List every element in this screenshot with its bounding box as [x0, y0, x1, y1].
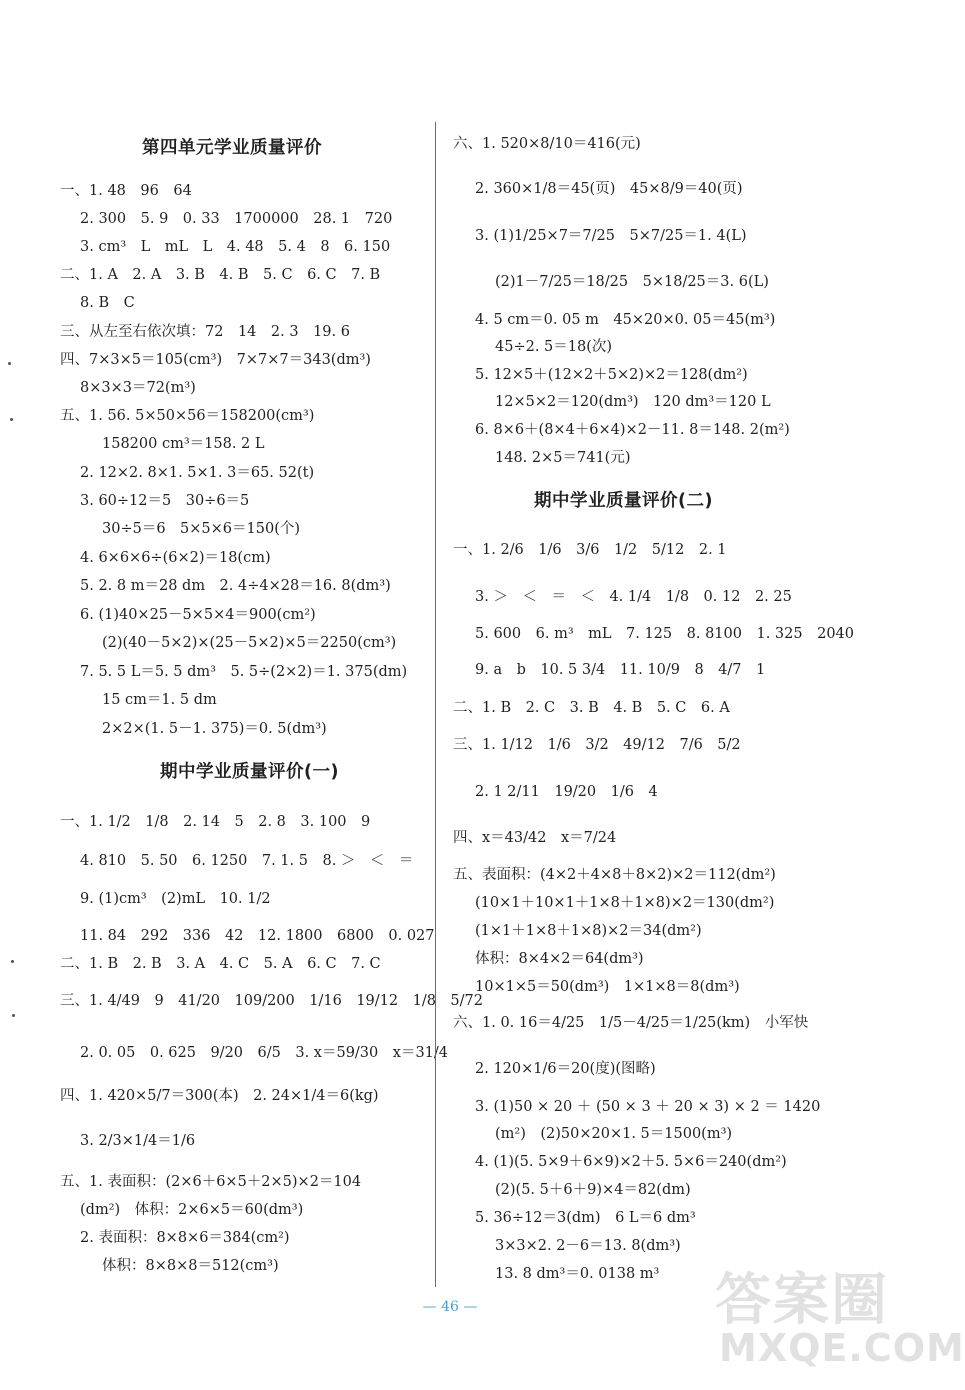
- answer-line: 3. cm³ L mL L 4. 48 5. 4 8 6. 150: [80, 239, 391, 255]
- answer-line: 3. ＞ ＜ ＝ ＜ 4. 1/4 1/8 0. 12 2. 25: [475, 589, 792, 605]
- answer-line: 2. 表面积：8×8×6＝384(cm²): [80, 1230, 290, 1246]
- watermark-logo: [715, 1256, 965, 1386]
- answer-line: 13. 8 dm³＝0. 0138 m³: [495, 1266, 660, 1282]
- answer-line: 五、表面积：(4×2＋4×8＋8×2)×2＝112(dm²): [453, 867, 776, 883]
- answer-line: 2. 360×1/8＝45(页) 45×8/9＝40(页): [475, 181, 743, 197]
- answer-line: 158200 cm³＝158. 2 L: [102, 436, 265, 452]
- scan-speck: [12, 1014, 15, 1017]
- answer-line: 2×2×(1. 5－1. 375)＝0. 5(dm³): [102, 721, 327, 737]
- answer-line: 8. B C: [80, 295, 135, 311]
- answer-line: (10×1＋10×1＋1×8＋1×8)×2＝130(dm²): [475, 895, 775, 911]
- column-divider: [435, 122, 436, 1287]
- answer-line: 5. 600 6. m³ mL 7. 125 8. 8100 1. 325 2040: [475, 626, 854, 642]
- answer-line: 六、1. 0. 16＝4/25 1/5－4/25＝1/25(km) 小军快: [453, 1015, 809, 1031]
- answer-line: (2)1－7/25＝18/25 5×18/25＝3. 6(L): [495, 274, 769, 290]
- answer-line: 一、1. 48 96 64: [60, 183, 192, 199]
- answer-line: (m²) (2)50×20×1. 5＝1500(m³): [495, 1126, 733, 1142]
- answer-line: 2. 120×1/6＝20(度)(图略): [475, 1061, 656, 1077]
- answer-line: 体积：8×4×2＝64(dm³): [475, 951, 644, 967]
- scan-speck: [8, 362, 11, 365]
- answer-line: 9. (1)cm³ (2)mL 10. 1/2: [80, 891, 271, 907]
- answer-line: 11. 84 292 336 42 12. 1800 6800 0. 027: [80, 928, 435, 944]
- answer-line: 二、1. B 2. C 3. B 4. B 5. C 6. A: [453, 700, 730, 716]
- answer-line: 7. 5. 5 L＝5. 5 dm³ 5. 5÷(2×2)＝1. 375(dm): [80, 664, 408, 680]
- answer-line: 6. 8×6＋(8×4＋6×4)×2－11. 8＝148. 2(m²): [475, 422, 790, 438]
- watermark-text-top: 答案圈: [715, 1268, 889, 1333]
- answer-line: 五、1. 表面积：(2×6＋6×5＋2×5)×2＝104: [60, 1174, 362, 1190]
- answer-line: 三、从左至右依次填：72 14 2. 3 19. 6: [60, 324, 350, 340]
- answer-line: (dm²) 体积：2×6×5＝60(dm³): [80, 1202, 304, 1218]
- scan-speck: [10, 418, 13, 421]
- answer-line: 5. 12×5＋(12×2＋5×2)×2＝128(dm²): [475, 367, 748, 383]
- answer-line: 二、1. A 2. A 3. B 4. B 5. C 6. C 7. B: [60, 267, 381, 283]
- answer-line: (1×1＋1×8＋1×8)×2＝34(dm²): [475, 923, 702, 939]
- answer-line: 5. 36÷12＝3(dm) 6 L＝6 dm³: [475, 1210, 696, 1226]
- answer-line: 四、7×3×5＝105(cm³) 7×7×7＝343(dm³): [60, 352, 371, 368]
- answer-line: 10×1×5＝50(dm³) 1×1×8＝8(dm³): [475, 979, 740, 995]
- answer-line: 3. (1)1/25×7＝7/25 5×7/25＝1. 4(L): [475, 228, 747, 244]
- answer-line: 三、1. 1/12 1/6 3/2 49/12 7/6 5/2: [453, 737, 741, 753]
- answer-line: 五、1. 56. 5×50×56＝158200(cm³): [60, 408, 315, 424]
- answer-line: 45÷2. 5＝18(次): [495, 339, 613, 355]
- answer-line: 15 cm＝1. 5 dm: [102, 692, 217, 708]
- answer-line: 3. 2/3×1/4＝1/6: [80, 1133, 196, 1149]
- answer-line: 六、1. 520×8/10＝416(元): [453, 136, 641, 152]
- answer-line: 2. 0. 05 0. 625 9/20 6/5 3. x＝59/30 x＝31/4: [80, 1045, 449, 1061]
- answer-line: 四、1. 420×5/7＝300(本) 2. 24×1/4＝6(kg): [60, 1088, 379, 1104]
- answer-line: 体积：8×8×8＝512(cm³): [102, 1258, 279, 1274]
- answer-line: 30÷5＝6 5×5×6＝150(个): [102, 521, 301, 537]
- answer-line: 6. (1)40×25－5×5×4＝900(cm²): [80, 607, 316, 623]
- answer-line: 四、x＝43/42 x＝7/24: [453, 830, 617, 846]
- answer-line: 3. (1)50 × 20 ＋ (50 × 3 ＋ 20 × 3) × 2 ＝ 1420: [475, 1099, 821, 1115]
- answer-line: (2)(40－5×2)×(25－5×2)×5＝2250(cm³): [102, 635, 397, 651]
- section-title-midterm1: 期中学业质量评价(一): [160, 762, 339, 782]
- answer-line: 4. (1)(5. 5×9＋6×9)×2＋5. 5×6＝240(dm²): [475, 1154, 787, 1170]
- section-title-unit4: 第四单元学业质量评价: [142, 138, 322, 158]
- answer-line: 2. 1 2/11 19/20 1/6 4: [475, 784, 658, 800]
- answer-line: 12×5×2＝120(dm³) 120 dm³＝120 L: [495, 394, 771, 410]
- answer-line: (2)(5. 5＋6＋9)×4＝82(dm): [495, 1182, 691, 1198]
- answer-line: 5. 2. 8 m＝28 dm 2. 4÷4×28＝16. 8(dm³): [80, 578, 391, 594]
- page-number: — 46 —: [422, 1299, 478, 1315]
- answer-line: 8×3×3＝72(m³): [80, 380, 196, 396]
- answer-line: 2. 300 5. 9 0. 33 1700000 28. 1 720: [80, 211, 393, 227]
- answer-line: 3. 60÷12＝5 30÷6＝5: [80, 493, 250, 509]
- answer-line: 一、1. 1/2 1/8 2. 14 5 2. 8 3. 100 9: [60, 814, 371, 830]
- answer-line: 4. 5 cm＝0. 05 m 45×20×0. 05＝45(m³): [475, 312, 776, 328]
- answer-line: 三、1. 4/49 9 41/20 109/200 1/16 19/12 1/8 5/72: [60, 993, 483, 1009]
- answer-line: 148. 2×5＝741(元): [495, 450, 631, 466]
- answer-line: 4. 6×6×6÷(6×2)＝18(cm): [80, 550, 271, 566]
- answer-line: 2. 12×2. 8×1. 5×1. 3＝65. 52(t): [80, 465, 315, 481]
- answer-line: 一、1. 2/6 1/6 3/6 1/2 5/12 2. 1: [453, 542, 727, 558]
- scan-speck: [11, 960, 14, 963]
- section-title-midterm2: 期中学业质量评价(二): [534, 491, 713, 511]
- watermark-text-bottom: MXQE.COM: [719, 1326, 965, 1370]
- answer-line: 二、1. B 2. B 3. A 4. C 5. A 6. C 7. C: [60, 956, 381, 972]
- answer-line: 4. 810 5. 50 6. 1250 7. 1. 5 8. ＞ ＜ ＝: [80, 853, 414, 869]
- answer-line: 9. a b 10. 5 3/4 11. 10/9 8 4/7 1: [475, 662, 766, 678]
- answer-line: 3×3×2. 2－6＝13. 8(dm³): [495, 1238, 681, 1254]
